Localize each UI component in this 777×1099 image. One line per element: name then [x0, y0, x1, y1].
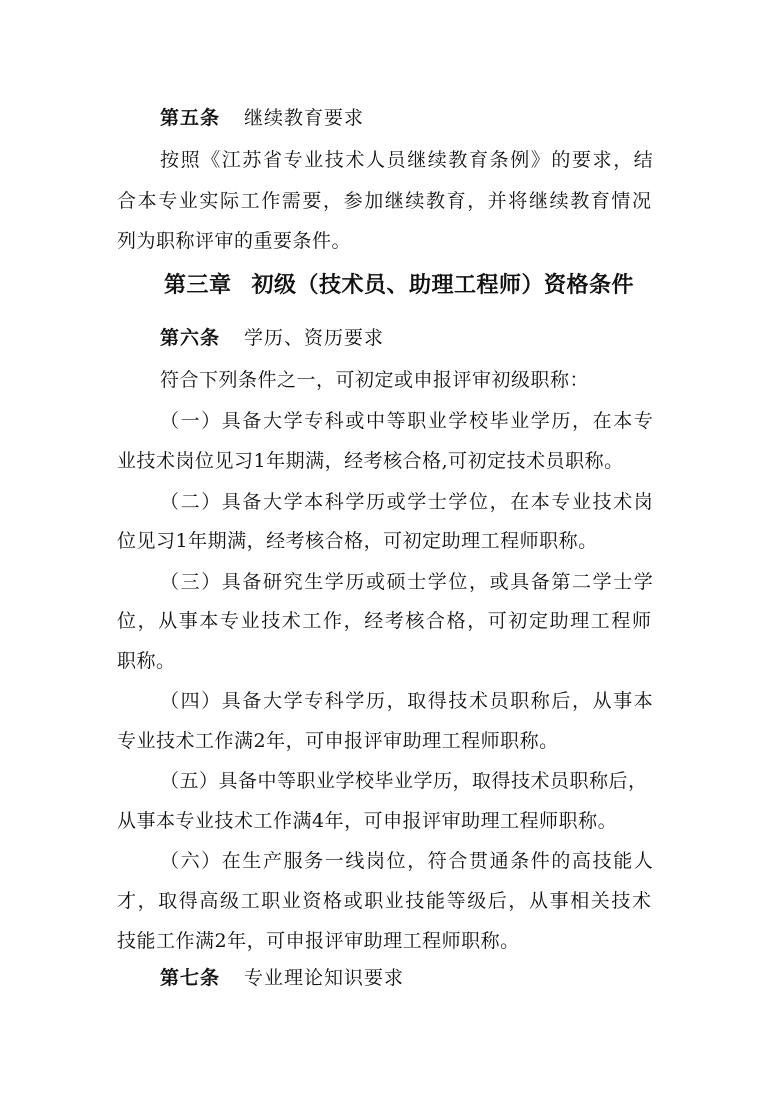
item-4-line-2: 专业技术工作满2年，可申报评审助理工程师职称。: [117, 730, 559, 752]
item-5-line-2: 从事本专业技术工作满4年，可申报评审助理工程师职称。: [117, 810, 618, 832]
chapter-3-title: 初级（技术员、助理工程师）资格条件: [251, 273, 635, 298]
article-6-heading: [160, 326, 384, 350]
article-7-heading: [160, 966, 404, 990]
item-6-line-2: 才，取得高级工职业资格或职业技能等级后，从事相关技术: [117, 890, 653, 912]
chapter-3-number: 第三章: [164, 273, 232, 298]
article-5-heading: [160, 106, 364, 130]
article-5-line-1: 按照《江苏省专业技术人员继续教育条例》的要求，结: [160, 149, 655, 171]
item-1-line-1: （一）具备大学专科或中等职业学校毕业学历，在本专: [160, 410, 655, 432]
article-5-line-3: 列为职称评审的重要条件。: [117, 230, 352, 252]
item-6-line-3: 技能工作满2年，可申报评审助理工程师职称。: [117, 930, 520, 952]
article-7-number: 第七条: [160, 967, 221, 989]
article-6-number: 第六条: [160, 327, 221, 349]
item-2-line-2: 位见习1年期满，经考核合格，可初定助理工程师职称。: [117, 530, 598, 552]
article-5-line-2: 合本专业实际工作需要，参加继续教育，并将继续教育情况: [117, 190, 653, 212]
item-1-line-2: 业技术岗位见习1年期满，经考核合格,可初定技术员职称。: [117, 450, 624, 472]
item-3-line-3: 职称。: [117, 650, 176, 672]
item-2-line-1: （二）具备大学本科学历或学士学位，在本专业技术岗: [160, 491, 655, 513]
article-6-intro: 符合下列条件之一，可初定或申报评审初级职称：: [160, 369, 590, 391]
article-5-title: 继续教育要求: [244, 107, 365, 129]
item-6-line-1: （六）在生产服务一线岗位，符合贯通条件的高技能人: [160, 850, 655, 872]
item-5-line-1: （五）具备中等职业学校毕业学历，取得技术员职称后，: [160, 770, 648, 792]
chapter-3-heading: [164, 271, 634, 301]
article-5-number: 第五条: [160, 107, 221, 129]
item-3-line-1: （三）具备研究生学历或硕士学位，或具备第二学士学: [160, 571, 655, 593]
item-3-line-2: 位，从事本专业技术工作，经考核合格，可初定助理工程师: [117, 610, 653, 632]
article-6-title: 学历、资历要求: [244, 327, 385, 349]
article-7-title: 专业理论知识要求: [244, 967, 405, 989]
item-4-line-1: （四）具备大学专科学历，取得技术员职称后，从事本: [160, 690, 655, 712]
